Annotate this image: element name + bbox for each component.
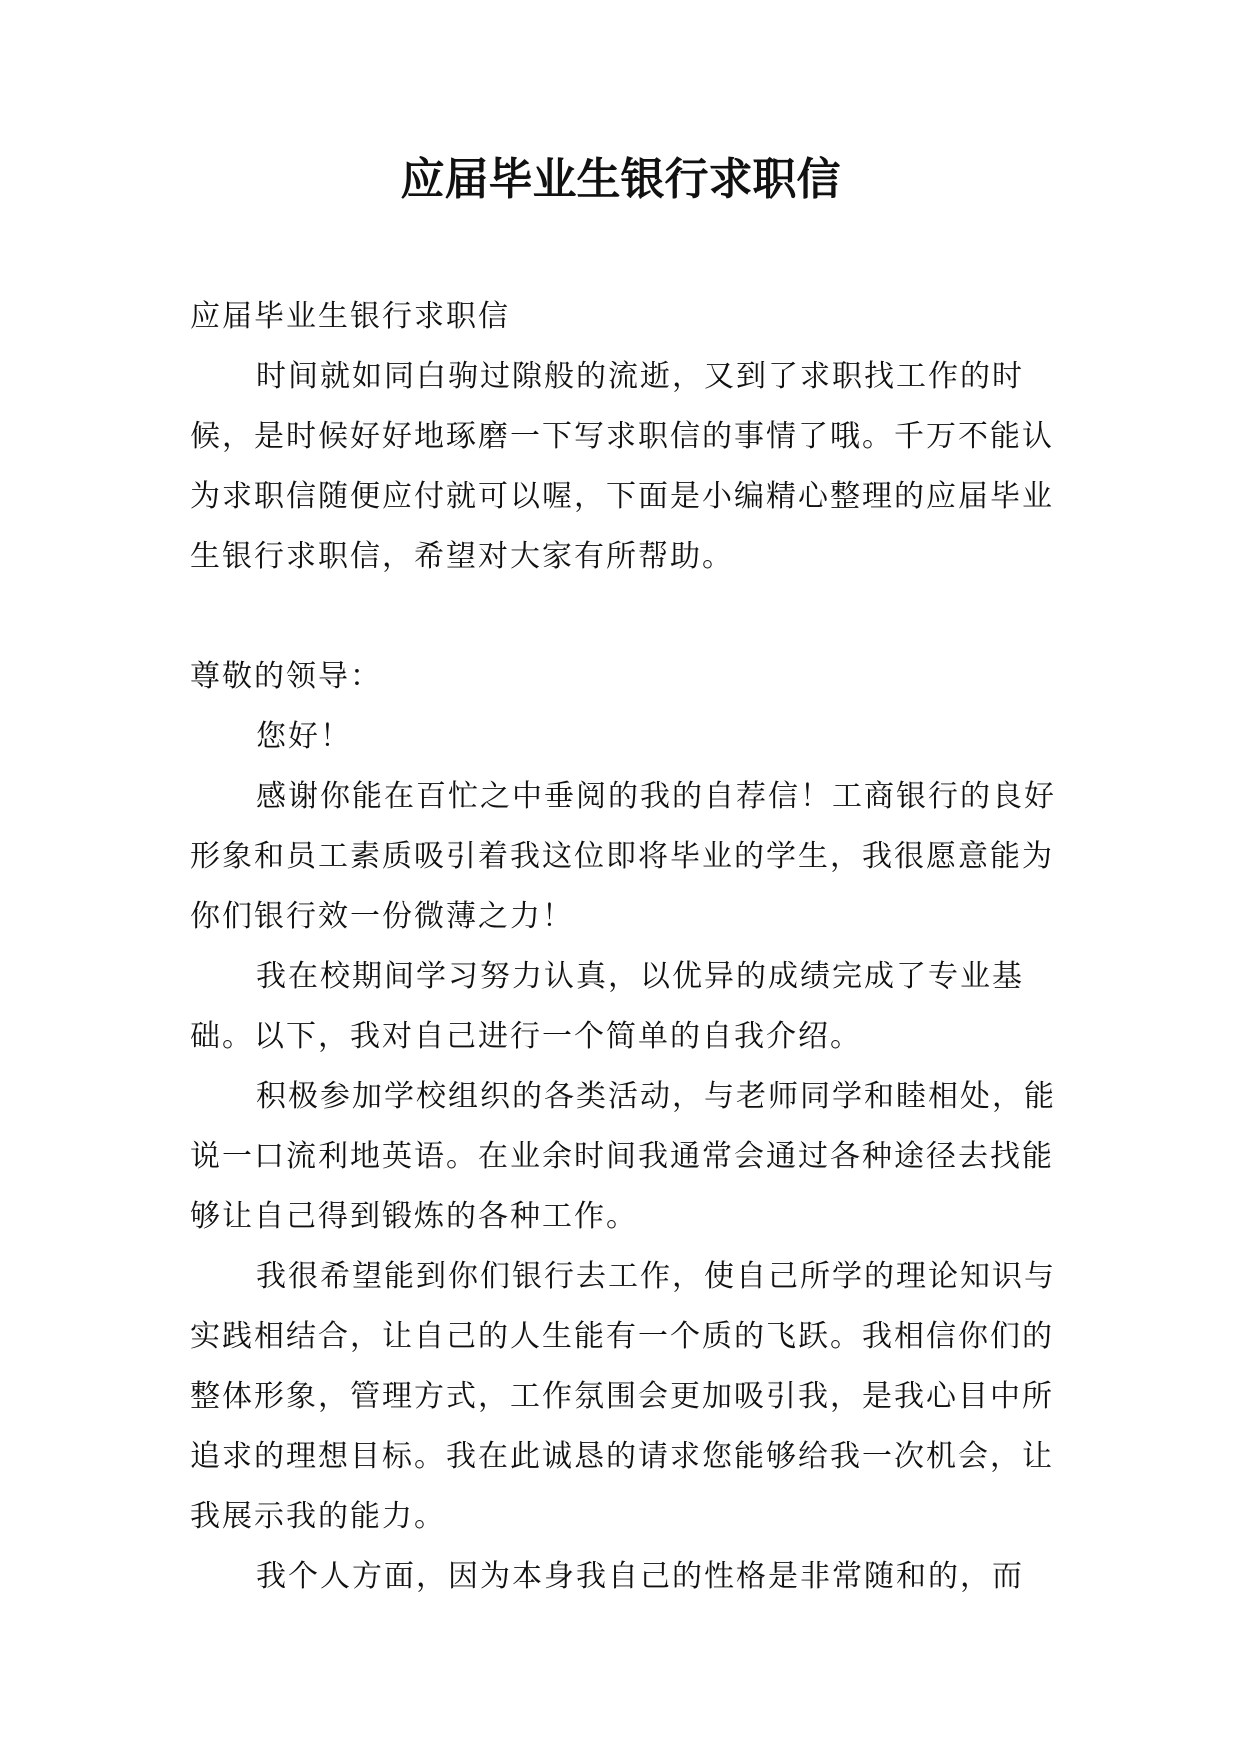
salutation: 尊敬的领导： <box>190 659 382 694</box>
subtitle-line: 应届毕业生银行求职信 <box>190 299 510 334</box>
paragraph-thanks: 感谢你能在百忙之中垂阅的我的自荐信！工商银行的良好形象和员工素质吸引着我这位即将毕业的学生，我很愿意能为你们银行效一份微薄之力！ <box>190 779 1056 934</box>
paragraph-activities: 积极参加学校组织的各类活动，与老师同学和睦相处，能说一口流利地英语。在业余时间我通常会通过各种途径去找能够让自己得到锻炼的各种工作。 <box>190 1079 1056 1234</box>
paragraph-aspiration: 我很希望能到你们银行去工作，使自己所学的理论知识与实践相结合，让自己的人生能有一个质的飞跃。我相信你们的整体形象，管理方式，工作氛围会更加吸引我，是我心目中所追求的理想目标。我在此诚恳的请求您能够给我一次机会，让我展示我的能力。 <box>190 1259 1056 1534</box>
greeting: 您好！ <box>256 719 352 754</box>
paragraph-personal: 我个人方面，因为本身我自己的性格是非常随和的，而 <box>256 1559 1024 1594</box>
intro-paragraph: 时间就如同白驹过隙般的流逝，又到了求职找工作的时候，是时候好好地琢磨一下写求职信的事情了哦。千万不能认为求职信随便应付就可以喔，下面是小编精心整理的应届毕业生银行求职信，希望对大家有所帮助。 <box>190 359 1054 574</box>
letter-body <box>190 287 1070 1607</box>
paragraph-study: 我在校期间学习努力认真，以优异的成绩完成了专业基础。以下，我对自己进行一个简单的自我介绍。 <box>190 959 1024 1054</box>
page-title: 应届毕业生银行求职信 <box>400 154 841 205</box>
